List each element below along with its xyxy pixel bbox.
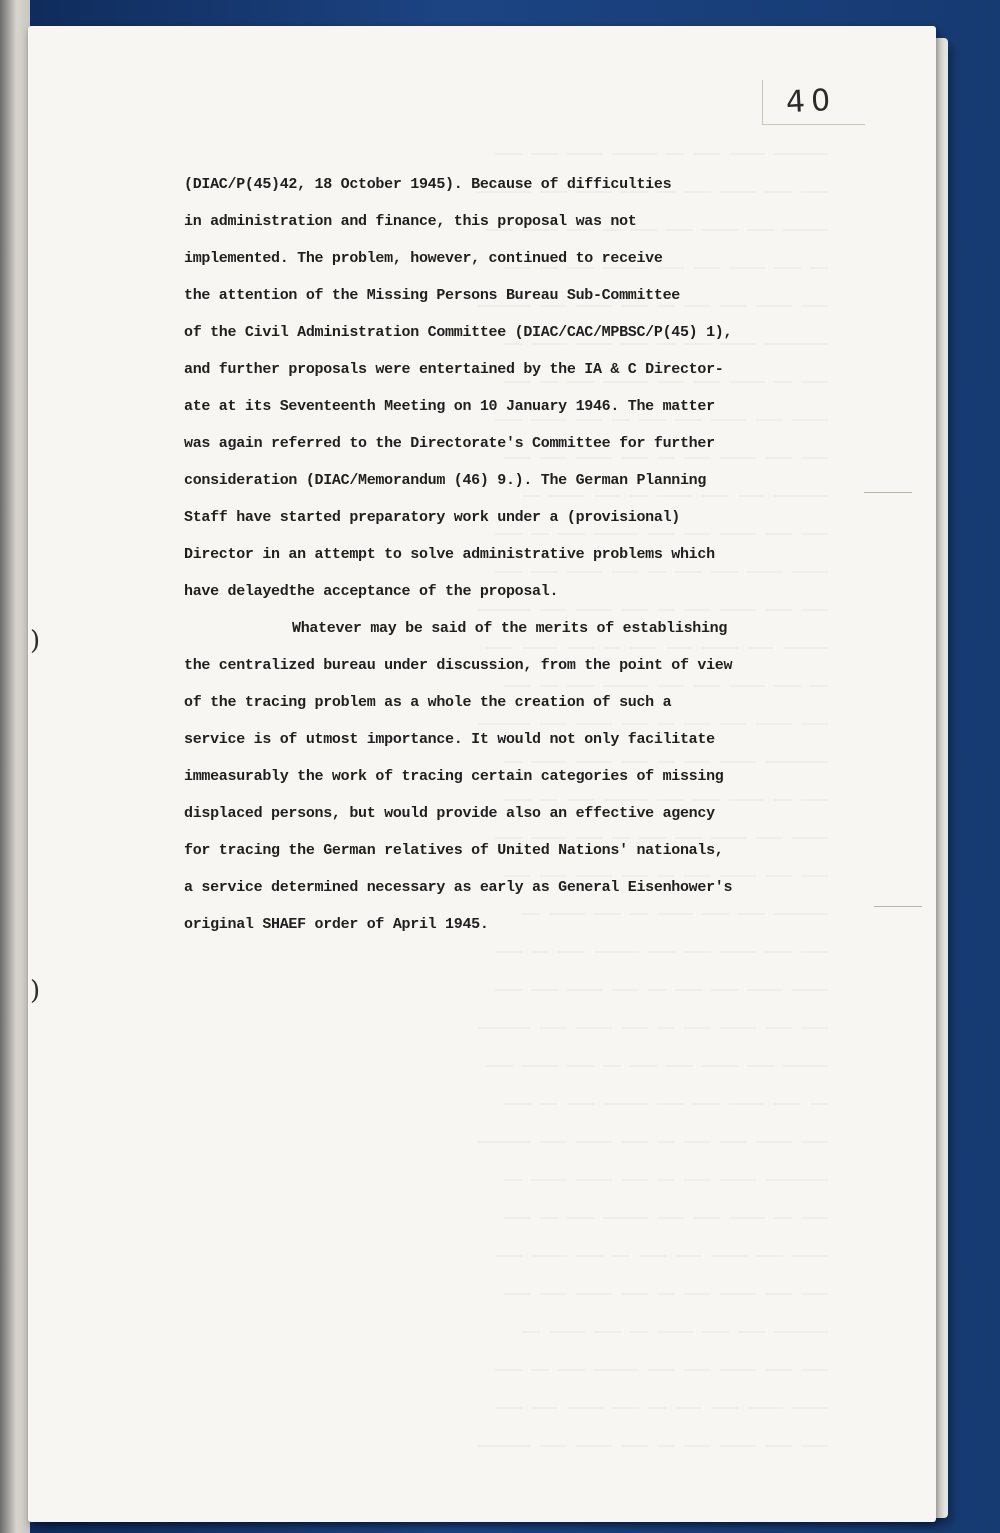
text-line: consideration (DIAC/Memorandum (46) 9.). The German Planning [184, 472, 707, 489]
bleed-through-texture: —————— ———— ——— —— ————— ———— ——— ——— ——— ——— ———— ——— —— ——— ———— ——— —————— ————— ——— ———— ——— ——— —— ——— ———— ——— —— ——— ———— ——— ——— ————— ——— —— ——— ——— ———— ——— ——— —— ——— ———— ——— —————— ——————— ———— ——— —— ——— ———— ———— —— ——— —— ———— ——— ——— ————— ——— —— ——— ———— ——— ———— ——— ——— —— ——— ———— ——— ——— ——— ———— ——— —— ——— ———— ——— ——— —————— ——— ——— ———— —— ——— ———— —— ——— ——— ———— ——— ——— ————— ——— —— ——— ———— ———— ——— ——— —— ——— ———— ——— ——— ——— ——— ———— ——— —— ——— ———— ——— —————— ————— ——— ———— ——— ——— —— ——— ———— ——— —— ——— ———— ——— ——— ————— ——— —— ——— ——— ———— ——— ——— —— ——— ———— ——— —————— ——————— ———— ——— —— ——— ———— ———— —— ——— —— ———— ——— ——— ————— ——— —— ——— ———— ——— ———— ——— ——— —— ——— ———— ——— ——— ——— ———— ——— —— ——— ———— ——— ——— —————— ——— ——— ———— —— ——— ———— —— ——— ——— ———— ——— ——— ————— ——— —— ——— ———— ———— ——— ——— —— ——— ———— ——— ——— ——— ——— ———— ——— —— ——— ———— ——— —————— ————— ——— ———— ——— ——— —— ——— ———— ——— —— ——— ———— ——— ——— ————— ——— —— ——— ——— ———— ——— ——— —— ——— ———— ——— —————— ——————— ———— ——— —— ——— ———— ———— —— ——— —— ———— ——— ——— ————— ——— —— ——— ———— ——— ———— ——— ——— —— ——— ———— ——— ——— ——— ———— ——— —— ——— ———— ——— ——— —————— ——— ——— ———— —— ——— ———— —— ——— ——— ———— ——— ——— ————— ——— —— ——— ———— ———— ——— ——— —— ——— ———— ——— ——— ——— ——— ———— ——— —— ——— ———— ——— —————— [476, 146, 828, 1455]
document-body [184, 166, 824, 943]
previous-page-edge [0, 0, 30, 1533]
text-line: service is of utmost importance. It would not only facilitate [184, 731, 715, 748]
text-line: original SHAEF order of April 1945. [184, 916, 489, 933]
text-line: of the Civil Administration Committee (DIAC/CAC/MPBSC/P(45) 1), [184, 324, 733, 341]
text-line: immeasurably the work of tracing certain categories of missing [184, 768, 724, 785]
binding-mark: ) [30, 976, 41, 1006]
text-line: the centralized bureau under discussion, from the point of view [184, 657, 733, 674]
text-line: implemented. The problem, however, continued to receive [184, 250, 663, 267]
binding-mark: ) [30, 626, 41, 656]
page-number: 40 [785, 82, 838, 121]
text-line: was again referred to the Directorate's Committee for further [184, 435, 715, 452]
text-line: ate at its Seventeenth Meeting on 10 January 1946. The matter [184, 398, 715, 415]
text-line: (DIAC/P(45)42, 18 October 1945). Because of difficulties [184, 176, 672, 193]
text-line: have delayedthe acceptance of the proposal. [184, 583, 559, 600]
text-line: and further proposals were entertained by the IA & C Director- [184, 361, 724, 378]
document-page [28, 26, 936, 1522]
margin-mark [874, 906, 922, 907]
margin-mark [864, 492, 912, 493]
text-line: Staff have started preparatory work under a (provisional) [184, 509, 680, 526]
text-line: in administration and finance, this proposal was not [184, 213, 637, 230]
text-line: Whatever may be said of the merits of establishing [292, 620, 728, 637]
text-line: for tracing the German relatives of United Nations' nationals, [184, 842, 724, 859]
text-line: of the tracing problem as a whole the creation of such a [184, 694, 672, 711]
text-line: Director in an attempt to solve administrative problems which [184, 546, 715, 563]
text-line: displaced persons, but would provide also an effective agency [184, 805, 715, 822]
text-line: the attention of the Missing Persons Bureau Sub-Committee [184, 287, 680, 304]
text-line: a service determined necessary as early as General Eisenhower's [184, 879, 733, 896]
